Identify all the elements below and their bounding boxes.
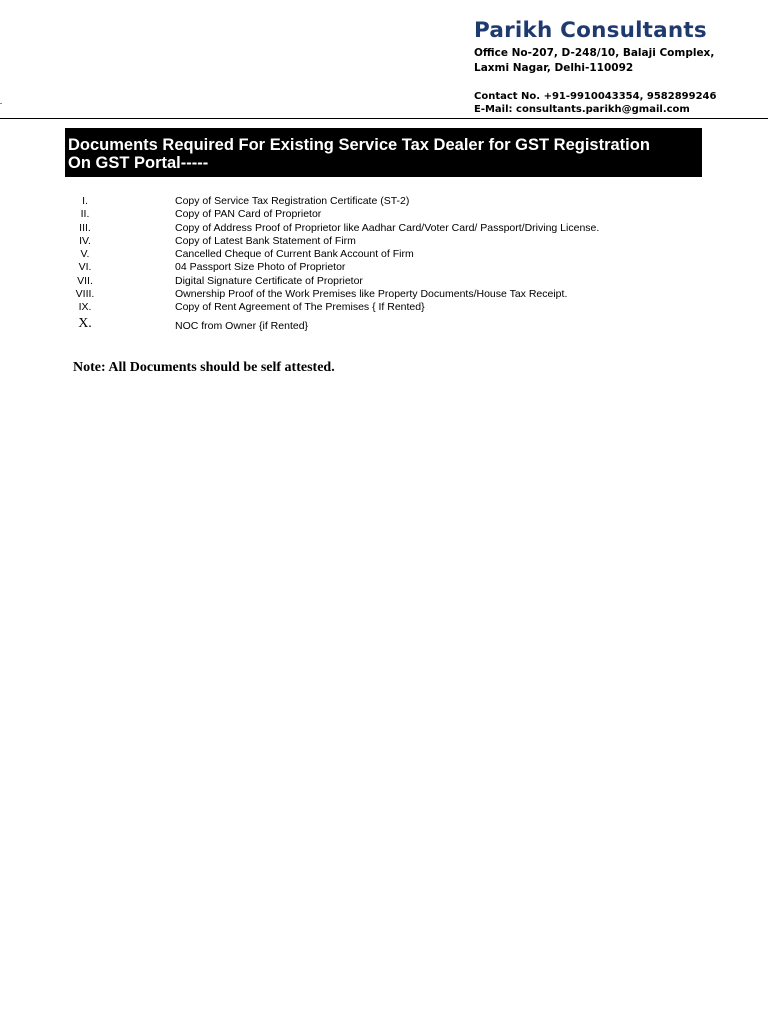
item-numeral: VII.: [77, 274, 93, 287]
item-text: Copy of PAN Card of Proprietor: [175, 208, 322, 221]
email-address: E-Mail: consultants.parikh@gmail.com: [474, 104, 690, 115]
item-numeral: IX.: [78, 301, 92, 314]
item-text: Copy of Rent Agreement of The Premises { If Rented}: [175, 301, 425, 314]
item-text: Copy of Address Proof of Proprietor like Aadhar Card/Voter Card/ Passport/Driving License.: [175, 221, 600, 234]
item-numeral: III.: [79, 221, 91, 234]
address-line-1: Office No-207, D-248/10, Balaji Complex,: [474, 47, 715, 59]
item-numeral: VIII.: [75, 288, 95, 301]
heading-line-1: Documents Required For Existing Service Tax Dealer for GST Registration: [68, 136, 650, 154]
attestation-note: Note: All Documents should be self attested.: [73, 360, 335, 375]
item-text: Copy of Latest Bank Statement of Firm: [175, 234, 356, 247]
letterhead: [474, 18, 716, 116]
item-numeral: II.: [80, 208, 90, 221]
item-text: Copy of Service Tax Registration Certificate (ST-2): [175, 195, 410, 207]
item-text: Ownership Proof of the Work Premises like Property Documents/House Tax Receipt.: [175, 288, 568, 301]
item-text: Digital Signature Certificate of Proprietor: [175, 274, 363, 287]
item-numeral: X.: [78, 315, 92, 331]
header-divider: [0, 118, 768, 119]
item-text: 04 Passport Size Photo of Proprietor: [175, 261, 346, 274]
contact-numbers: Contact No. +91-9910043354, 9582899246: [474, 91, 717, 102]
heading-banner: [65, 128, 702, 177]
address-line-2: Laxmi Nagar, Delhi-110092: [474, 62, 634, 74]
item-numeral: I.: [82, 195, 88, 207]
item-numeral: VI.: [78, 261, 92, 274]
company-name: Parikh Consultants: [474, 18, 707, 43]
item-numeral: IV.: [79, 234, 91, 247]
item-text: Cancelled Cheque of Current Bank Account of Firm: [175, 248, 414, 261]
heading-line-2: On GST Portal-----: [68, 154, 209, 172]
margin-mark: [0, 103, 2, 104]
item-numeral: V.: [80, 248, 90, 261]
item-text: NOC from Owner {if Rented}: [175, 319, 309, 332]
